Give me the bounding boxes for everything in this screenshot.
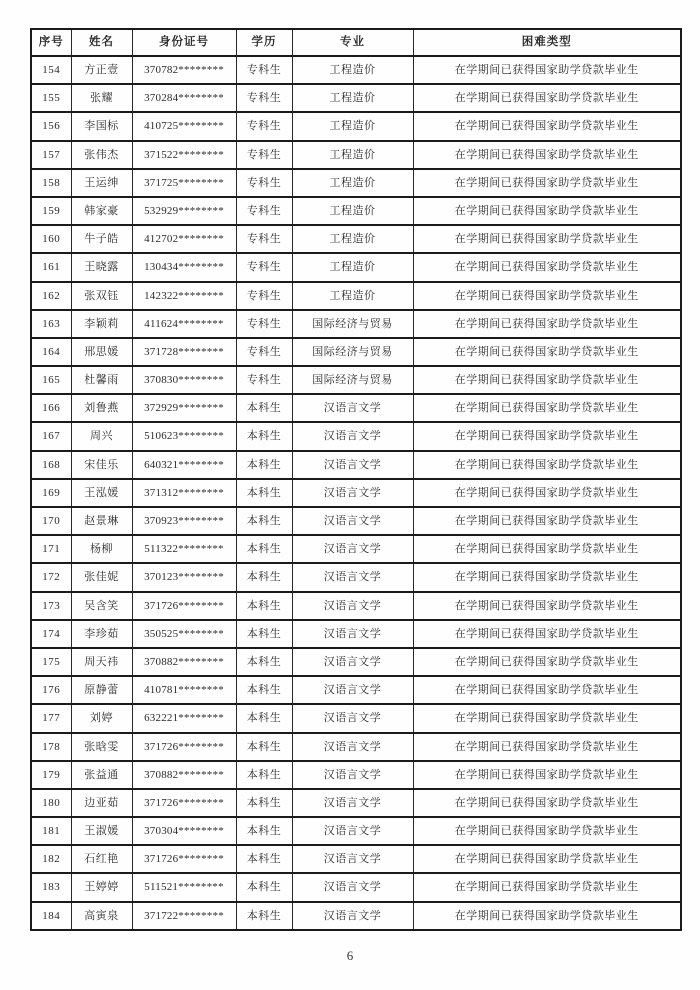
table-cell: 511521******** xyxy=(132,873,236,901)
table-cell: 159 xyxy=(31,197,71,225)
table-cell: 170 xyxy=(31,507,71,535)
table-cell: 164 xyxy=(31,338,71,366)
table-cell: 在学期间已获得国家助学贷款毕业生 xyxy=(413,338,681,366)
table-header-row xyxy=(31,29,681,56)
table-cell: 本科生 xyxy=(236,563,292,591)
table-cell: 张晗雯 xyxy=(71,733,132,761)
table-row xyxy=(31,563,681,591)
table-cell: 张益通 xyxy=(71,761,132,789)
table-cell: 杜馨雨 xyxy=(71,366,132,394)
table-cell: 汉语言文学 xyxy=(292,507,413,535)
table-cell: 在学期间已获得国家助学贷款毕业生 xyxy=(413,507,681,535)
table-row xyxy=(31,225,681,253)
table-cell: 130434******** xyxy=(132,253,236,281)
table-row xyxy=(31,422,681,450)
table-row xyxy=(31,310,681,338)
table-cell: 171 xyxy=(31,535,71,563)
table-cell: 李珍茹 xyxy=(71,620,132,648)
table-cell: 371728******** xyxy=(132,338,236,366)
table-cell: 180 xyxy=(31,789,71,817)
table-row xyxy=(31,282,681,310)
table-cell: 142322******** xyxy=(132,282,236,310)
table-cell: 王运绅 xyxy=(71,169,132,197)
column-header: 学历 xyxy=(236,29,292,56)
table-cell: 本科生 xyxy=(236,535,292,563)
table-cell: 李国标 xyxy=(71,112,132,140)
table-cell: 在学期间已获得国家助学贷款毕业生 xyxy=(413,169,681,197)
table-cell: 在学期间已获得国家助学贷款毕业生 xyxy=(413,817,681,845)
column-header: 困难类型 xyxy=(413,29,681,56)
table-cell: 在学期间已获得国家助学贷款毕业生 xyxy=(413,310,681,338)
table-cell: 371726******** xyxy=(132,789,236,817)
table-cell: 在学期间已获得国家助学贷款毕业生 xyxy=(413,592,681,620)
table-cell: 汉语言文学 xyxy=(292,563,413,591)
table-cell: 周天祎 xyxy=(71,648,132,676)
table-cell: 532929******** xyxy=(132,197,236,225)
table-cell: 168 xyxy=(31,451,71,479)
table-cell: 在学期间已获得国家助学贷款毕业生 xyxy=(413,789,681,817)
table-cell: 184 xyxy=(31,902,71,930)
table-row xyxy=(31,620,681,648)
table-cell: 160 xyxy=(31,225,71,253)
table-cell: 371726******** xyxy=(132,592,236,620)
table-cell: 本科生 xyxy=(236,451,292,479)
column-header: 姓名 xyxy=(71,29,132,56)
table-cell: 165 xyxy=(31,366,71,394)
table-cell: 高寅泉 xyxy=(71,902,132,930)
table-cell: 510623******** xyxy=(132,422,236,450)
table-cell: 370782******** xyxy=(132,56,236,84)
table-row xyxy=(31,873,681,901)
table-row xyxy=(31,592,681,620)
table-cell: 本科生 xyxy=(236,422,292,450)
table-cell: 专科生 xyxy=(236,84,292,112)
table-cell: 371725******** xyxy=(132,169,236,197)
table-row xyxy=(31,676,681,704)
table-cell: 370304******** xyxy=(132,817,236,845)
table-cell: 166 xyxy=(31,394,71,422)
table-cell: 372929******** xyxy=(132,394,236,422)
table-row xyxy=(31,366,681,394)
table-cell: 412702******** xyxy=(132,225,236,253)
table-cell: 370284******** xyxy=(132,84,236,112)
table-row xyxy=(31,789,681,817)
table-cell: 本科生 xyxy=(236,394,292,422)
table-cell: 刘鲁燕 xyxy=(71,394,132,422)
table-cell: 在学期间已获得国家助学贷款毕业生 xyxy=(413,451,681,479)
table-cell: 张耀 xyxy=(71,84,132,112)
table-cell: 专科生 xyxy=(236,282,292,310)
table-cell: 在学期间已获得国家助学贷款毕业生 xyxy=(413,620,681,648)
table-cell: 汉语言文学 xyxy=(292,451,413,479)
column-header: 专业 xyxy=(292,29,413,56)
table-row xyxy=(31,394,681,422)
table-cell: 牛子皓 xyxy=(71,225,132,253)
table-cell: 370830******** xyxy=(132,366,236,394)
table-cell: 在学期间已获得国家助学贷款毕业生 xyxy=(413,479,681,507)
table-cell: 在学期间已获得国家助学贷款毕业生 xyxy=(413,648,681,676)
table-cell: 在学期间已获得国家助学贷款毕业生 xyxy=(413,56,681,84)
table-cell: 汉语言文学 xyxy=(292,761,413,789)
table-row xyxy=(31,141,681,169)
table-cell: 本科生 xyxy=(236,817,292,845)
table-cell: 汉语言文学 xyxy=(292,535,413,563)
table-cell: 原静蕾 xyxy=(71,676,132,704)
table-cell: 工程造价 xyxy=(292,169,413,197)
table-cell: 工程造价 xyxy=(292,197,413,225)
table-cell: 177 xyxy=(31,704,71,732)
table-cell: 158 xyxy=(31,169,71,197)
table-cell: 汉语言文学 xyxy=(292,789,413,817)
table-cell: 方正壹 xyxy=(71,56,132,84)
table-cell: 宋佳乐 xyxy=(71,451,132,479)
table-cell: 刘婷 xyxy=(71,704,132,732)
table-cell: 410781******** xyxy=(132,676,236,704)
table-cell: 李颖莉 xyxy=(71,310,132,338)
table-cell: 157 xyxy=(31,141,71,169)
table-row xyxy=(31,169,681,197)
table-cell: 汉语言文学 xyxy=(292,648,413,676)
table-cell: 韩家豪 xyxy=(71,197,132,225)
table-cell: 在学期间已获得国家助学贷款毕业生 xyxy=(413,902,681,930)
table-row xyxy=(31,704,681,732)
table-cell: 杨柳 xyxy=(71,535,132,563)
table-cell: 在学期间已获得国家助学贷款毕业生 xyxy=(413,873,681,901)
table-cell: 371726******** xyxy=(132,845,236,873)
table-cell: 汉语言文学 xyxy=(292,873,413,901)
table-cell: 本科生 xyxy=(236,845,292,873)
table-cell: 工程造价 xyxy=(292,141,413,169)
table-cell: 370882******** xyxy=(132,761,236,789)
table-cell: 在学期间已获得国家助学贷款毕业生 xyxy=(413,704,681,732)
table-cell: 专科生 xyxy=(236,169,292,197)
table-cell: 本科生 xyxy=(236,789,292,817)
table-cell: 本科生 xyxy=(236,873,292,901)
table-cell: 王泓媛 xyxy=(71,479,132,507)
table-cell: 汉语言文学 xyxy=(292,676,413,704)
table-body xyxy=(31,56,681,930)
table-cell: 汉语言文学 xyxy=(292,704,413,732)
table-cell: 赵景琳 xyxy=(71,507,132,535)
table-row xyxy=(31,902,681,930)
table-cell: 370123******** xyxy=(132,563,236,591)
table-cell: 在学期间已获得国家助学贷款毕业生 xyxy=(413,112,681,140)
table-cell: 183 xyxy=(31,873,71,901)
table-cell: 汉语言文学 xyxy=(292,394,413,422)
table-cell: 在学期间已获得国家助学贷款毕业生 xyxy=(413,733,681,761)
table-cell: 汉语言文学 xyxy=(292,845,413,873)
table-cell: 179 xyxy=(31,761,71,789)
table-cell: 本科生 xyxy=(236,507,292,535)
table-cell: 石红艳 xyxy=(71,845,132,873)
table-cell: 371312******** xyxy=(132,479,236,507)
table-cell: 在学期间已获得国家助学贷款毕业生 xyxy=(413,225,681,253)
table-cell: 411624******** xyxy=(132,310,236,338)
table-cell: 511322******** xyxy=(132,535,236,563)
table-cell: 本科生 xyxy=(236,592,292,620)
table-cell: 汉语言文学 xyxy=(292,817,413,845)
table-row xyxy=(31,761,681,789)
table-cell: 汉语言文学 xyxy=(292,592,413,620)
table-row xyxy=(31,648,681,676)
table-cell: 在学期间已获得国家助学贷款毕业生 xyxy=(413,394,681,422)
table-cell: 169 xyxy=(31,479,71,507)
table-row xyxy=(31,479,681,507)
table-row xyxy=(31,733,681,761)
table-cell: 专科生 xyxy=(236,225,292,253)
table-cell: 本科生 xyxy=(236,676,292,704)
table-cell: 国际经济与贸易 xyxy=(292,366,413,394)
table-cell: 汉语言文学 xyxy=(292,479,413,507)
table-cell: 本科生 xyxy=(236,704,292,732)
table-cell: 172 xyxy=(31,563,71,591)
table-cell: 176 xyxy=(31,676,71,704)
table-cell: 张双钰 xyxy=(71,282,132,310)
table-cell: 本科生 xyxy=(236,620,292,648)
table-cell: 371726******** xyxy=(132,733,236,761)
table-cell: 邢思媛 xyxy=(71,338,132,366)
table-cell: 工程造价 xyxy=(292,84,413,112)
table-cell: 174 xyxy=(31,620,71,648)
table-cell: 专科生 xyxy=(236,310,292,338)
table-cell: 吴含笑 xyxy=(71,592,132,620)
table-cell: 本科生 xyxy=(236,479,292,507)
table-cell: 在学期间已获得国家助学贷款毕业生 xyxy=(413,141,681,169)
table-cell: 专科生 xyxy=(236,112,292,140)
table-cell: 173 xyxy=(31,592,71,620)
table-cell: 371722******** xyxy=(132,902,236,930)
table-cell: 350525******** xyxy=(132,620,236,648)
table-cell: 周兴 xyxy=(71,422,132,450)
table-cell: 本科生 xyxy=(236,733,292,761)
table-row xyxy=(31,112,681,140)
table-cell: 156 xyxy=(31,112,71,140)
table-row xyxy=(31,197,681,225)
table-cell: 工程造价 xyxy=(292,225,413,253)
table-cell: 王淑媛 xyxy=(71,817,132,845)
table-cell: 专科生 xyxy=(236,197,292,225)
table-row xyxy=(31,451,681,479)
table-cell: 专科生 xyxy=(236,366,292,394)
table-row xyxy=(31,535,681,563)
table-row xyxy=(31,84,681,112)
table-cell: 工程造价 xyxy=(292,112,413,140)
student-aid-table xyxy=(30,28,682,931)
table-cell: 370923******** xyxy=(132,507,236,535)
table-cell: 汉语言文学 xyxy=(292,733,413,761)
table-cell: 181 xyxy=(31,817,71,845)
table-cell: 本科生 xyxy=(236,902,292,930)
table-cell: 410725******** xyxy=(132,112,236,140)
table-cell: 在学期间已获得国家助学贷款毕业生 xyxy=(413,84,681,112)
table-cell: 在学期间已获得国家助学贷款毕业生 xyxy=(413,845,681,873)
table-cell: 本科生 xyxy=(236,648,292,676)
table-cell: 国际经济与贸易 xyxy=(292,338,413,366)
table-cell: 汉语言文学 xyxy=(292,902,413,930)
table-cell: 在学期间已获得国家助学贷款毕业生 xyxy=(413,422,681,450)
table-row xyxy=(31,845,681,873)
table-row xyxy=(31,253,681,281)
table-cell: 在学期间已获得国家助学贷款毕业生 xyxy=(413,761,681,789)
table-cell: 167 xyxy=(31,422,71,450)
table-cell: 工程造价 xyxy=(292,56,413,84)
table-cell: 在学期间已获得国家助学贷款毕业生 xyxy=(413,197,681,225)
table-cell: 632221******** xyxy=(132,704,236,732)
table-row xyxy=(31,56,681,84)
table-row xyxy=(31,338,681,366)
column-header: 身份证号 xyxy=(132,29,236,56)
table-cell: 王婷婷 xyxy=(71,873,132,901)
table-cell: 371522******** xyxy=(132,141,236,169)
page-number: 6 xyxy=(346,948,354,963)
table-cell: 163 xyxy=(31,310,71,338)
table-cell: 在学期间已获得国家助学贷款毕业生 xyxy=(413,282,681,310)
table-cell: 汉语言文学 xyxy=(292,422,413,450)
table-cell: 154 xyxy=(31,56,71,84)
table-cell: 张伟杰 xyxy=(71,141,132,169)
table-cell: 370882******** xyxy=(132,648,236,676)
table-cell: 178 xyxy=(31,733,71,761)
table-cell: 专科生 xyxy=(236,253,292,281)
table-cell: 专科生 xyxy=(236,338,292,366)
table-cell: 本科生 xyxy=(236,761,292,789)
table-row xyxy=(31,507,681,535)
table-cell: 国际经济与贸易 xyxy=(292,310,413,338)
table-cell: 162 xyxy=(31,282,71,310)
table-row xyxy=(31,817,681,845)
table-cell: 161 xyxy=(31,253,71,281)
column-header: 序号 xyxy=(31,29,71,56)
table-cell: 在学期间已获得国家助学贷款毕业生 xyxy=(413,676,681,704)
table-cell: 在学期间已获得国家助学贷款毕业生 xyxy=(413,253,681,281)
table-cell: 边亚茹 xyxy=(71,789,132,817)
table-cell: 王晓露 xyxy=(71,253,132,281)
table-cell: 182 xyxy=(31,845,71,873)
table-cell: 工程造价 xyxy=(292,253,413,281)
table-cell: 175 xyxy=(31,648,71,676)
table-cell: 专科生 xyxy=(236,56,292,84)
table-cell: 汉语言文学 xyxy=(292,620,413,648)
table-cell: 在学期间已获得国家助学贷款毕业生 xyxy=(413,366,681,394)
table-cell: 张佳妮 xyxy=(71,563,132,591)
table-cell: 工程造价 xyxy=(292,282,413,310)
table-cell: 155 xyxy=(31,84,71,112)
table-cell: 640321******** xyxy=(132,451,236,479)
table-cell: 在学期间已获得国家助学贷款毕业生 xyxy=(413,563,681,591)
table-cell: 在学期间已获得国家助学贷款毕业生 xyxy=(413,535,681,563)
table-cell: 专科生 xyxy=(236,141,292,169)
